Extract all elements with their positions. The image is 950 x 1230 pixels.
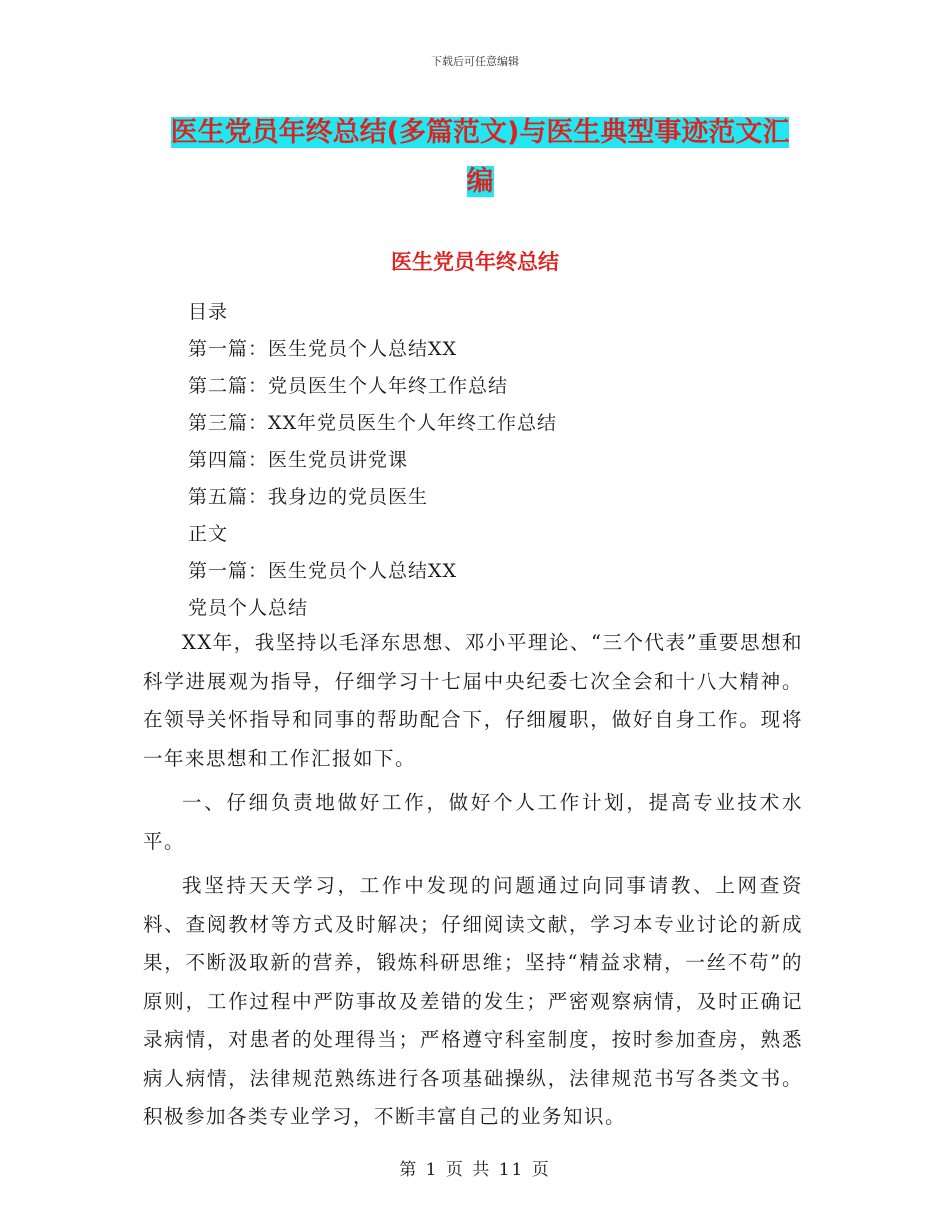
document-title-line2: 编 <box>466 166 494 197</box>
table-of-contents <box>188 294 557 627</box>
body-label: 正文 <box>188 523 229 545</box>
article-subheading: 党员个人总结 <box>188 597 309 619</box>
toc-item: 第二篇：党员医生个人年终工作总结 <box>188 375 509 397</box>
page-number-footer: 第 1 页 共 11 页 <box>399 1160 551 1180</box>
first-article-heading: 第一篇：医生党员个人总结XX <box>188 560 458 582</box>
toc-item: 第三篇：XX年党员医生个人年终工作总结 <box>188 412 558 434</box>
toc-item: 第五篇：我身边的党员医生 <box>188 486 429 508</box>
toc-item: 第四篇：医生党员讲党课 <box>188 449 409 471</box>
document-title <box>140 108 820 206</box>
paragraph: 我坚持天天学习，工作中发现的问题通过向同事请教、上网查资料、查阅教材等方式及时解决；仔细阅读文献，学习本专业讨论的新成果，不断汲取新的营养，锻炼科研思维；坚持“精益求精，一丝不苟”的原则，工作过程中严防事故及差错的发生；严密观察病情，及时正确记录病情，对患者的处理得当；严格遵守科室制度，按时参加查房，熟悉病人病情，法律规范熟练进行各项基础操纵，法律规范书写各类文书。积极参加各类专业学习，不断丰富自己的业务知识。 <box>143 874 803 1128</box>
paragraph: 一、仔细负责地做好工作，做好个人工作计划，提高专业技术水平。 <box>143 791 803 853</box>
article-body <box>143 624 803 1137</box>
page-header-note: 下载后可任意编辑 <box>431 55 519 68</box>
toc-heading: 目录 <box>188 301 229 323</box>
paragraph: XX年，我坚持以毛泽东思想、邓小平理论、“三个代表”重要思想和科学进展观为指导，仔细学习十七届中央纪委七次全会和十八大精神。在领导关怀指导和同事的帮助配合下，仔细履职，做好自身工作。现将一年来思想和工作汇报如下。 <box>143 631 803 770</box>
section-title: 医生党员年终总结 <box>391 250 559 274</box>
toc-item: 第一篇：医生党员个人总结XX <box>188 338 458 360</box>
document-title-line1: 医生党员年终总结(多篇范文)与医生典型事迹范文汇 <box>170 117 790 148</box>
